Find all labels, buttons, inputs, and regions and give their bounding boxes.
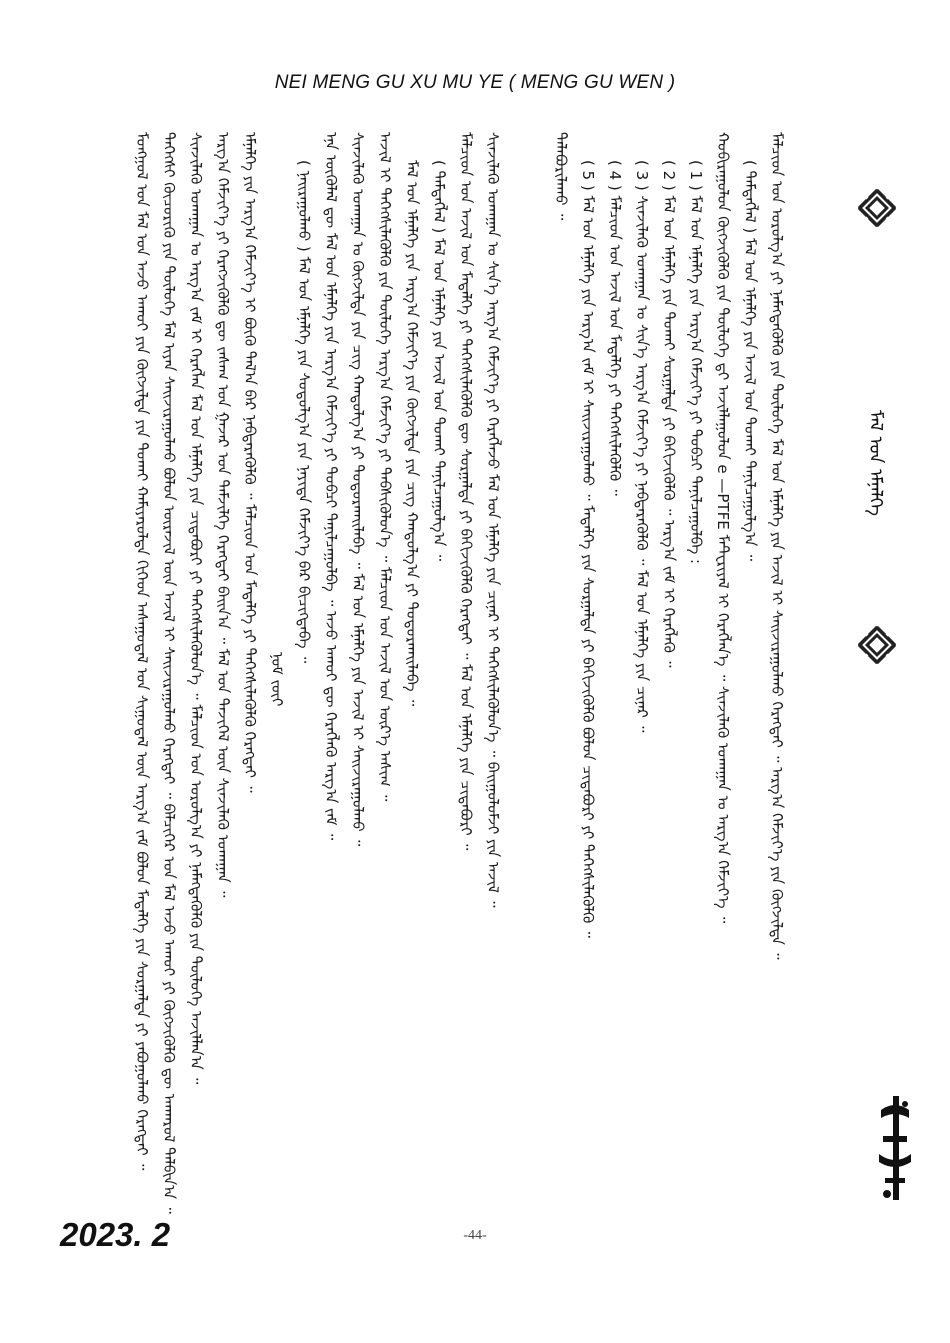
paragraph: ᠰᠢᠨᠵᠢᠯᠡᠬᠦ ᠤᠬᠠᠭᠠᠨ ᠤ ᠰᠢᠨ᠎ᠡ ᠠᠷᠭ᠎ᠠ ᠬᠡᠮᠵᠢᠶ᠎ᠡ ᠶᠢ ᠬᠡᠷᠡᠭᠯᠡᠵᠦ ᠮᠠᠯ ᠤᠨ ᠡᠮᠨᠡᠯᠭᠡ ᠶᠢᠨ ᠴᠢᠨᠠᠷ ᠢ ᠳᠡᠭᠡᠭᠰᠢᠯᠡᠭᠦᠯᠦᠨ᠎ᠡ ᠃ ᠪᠠᠢᠭᠤᠯᠤᠮᠵᠢ ᠶᠢᠨ ᠠᠵᠢᠯ ᠃ [484, 132, 502, 908]
paragraph: ( 1 ) ᠮᠠᠯ ᠤᠨ ᠡᠮᠨᠡᠯᠭᠡ ᠶᠢᠨ ᠠᠷᠭ᠎ᠠ ᠬᠡᠮᠵᠢᠶ᠎ᠡ ᠶᠢ ᠲᠣᠪᠴᠢ ᠲᠠᠨᠢᠯᠴᠠᠭᠤᠯᠪᠠ : [687, 160, 705, 565]
paragraph: ᠰᠢᠨᠵᠢᠯᠡᠬᠦ ᠤᠬᠠᠭᠠᠨ ᠤ ᠬᠥᠭᠵᠢᠯᠲᠡ ᠶᠢᠨ ᠴᠢᠭ ᠬᠠᠨᠳᠤᠯᠭ᠎ᠠ ᠶᠢ ᠲᠣᠳᠣᠷᠬᠠᠢᠯᠠᠪᠠ ᠃ ᠮᠠᠯ ᠤᠨ ᠡᠮᠨᠡᠯᠭᠡ ᠶᠢᠨ ᠠᠵᠢᠯ ᠢ ᠰᠠᠢᠵᠢᠷᠠᠭᠤᠯᠬᠤ ᠃ [349, 132, 367, 847]
left-text-column [128, 132, 533, 1227]
journal-logo-icon [875, 1090, 915, 1210]
paragraph: ᠨᠣᠮ ᠵᠦᠢ [268, 652, 286, 707]
margin-strip [812, 60, 922, 1200]
paragraph: ᠳᠡᠭᠡᠭᠰᠢ ᠬᠦᠴᠦᠷᠢᠬᠦ ᠶᠢᠨ ᠲᠥᠯᠥᠭᠡ ᠮᠠᠯ ᠢᠶᠠᠨ ᠰᠠᠢᠵᠢᠷᠠᠭᠤᠯᠬᠤ ᠪᠣᠯᠤᠨ ᠦᠷᠡᠵᠢᠯ ᠦᠨ ᠠᠵᠢᠯ ᠢ ᠰᠠᠢᠵᠢᠷᠠᠭᠤᠯᠬᠤ ᠬᠡᠷᠡᠭᠲᠡᠢ ᠃ ᠪᠡᠯᠴᠢᠭᠡᠷ ᠤᠨ ᠮᠠᠯ ᠠᠵᠤ ᠠᠬᠤᠢ ᠶᠢ ᠬᠥᠭᠵᠢᠭᠦᠯᠬᠦ ᠳᠦ ᠠᠨᠬᠠᠷᠤᠯ ᠲᠠᠯᠪᠢᠨ᠎ᠠ ᠃ [160, 132, 178, 1214]
paragraph: ( 2 ) ᠮᠠᠯ ᠤᠨ ᠡᠮᠨᠡᠯᠭᠡ ᠶᠢᠨ ᠲᠤᠬᠠᠢ ᠰᠤᠷᠭᠠᠯᠲᠠ ᠶᠢ ᠪᠡᠬᠢᠵᠢᠭᠦᠯᠬᠦ ᠃ ᠠᠷᠭ᠎ᠠ ᠵᠠᠮ ᠢ ᠬᠡᠷᠡᠭᠯᠡᠬᠦ ᠃ [660, 160, 678, 668]
issue-year: 2023. 2 [60, 1216, 171, 1253]
paragraph: ( ᠨᠠᠢᠷᠠᠭᠤᠯᠬᠤ ) ᠮᠠᠯ ᠤᠨ ᠡᠮᠨᠡᠯᠭᠡ ᠶᠢᠨ ᠰᠤᠳᠤᠯᠭ᠎ᠠ ᠶᠢᠨ ᠨᠡᠶᠢᠲᠡ ᠬᠡᠮᠵᠢᠶ᠎ᠡ ᠪᠡᠷ ᠪᠢᠴᠢᠭᠳᠡᠪᠡ ᠃ [295, 160, 313, 664]
paragraph: ( 4 ) ᠮᠠᠯᠴᠢᠳ ᠤᠨ ᠠᠵᠢᠯ ᠤᠨ ᠮᠡᠳᠡᠯᠭᠡ ᠶᠢ ᠳᠡᠭᠡᠭᠰᠢᠯᠡᠭᠦᠯᠬᠦ ᠃ [606, 160, 624, 496]
paragraph: ᠬᠤᠪᠢᠷᠠᠭᠤᠯᠤᠨ ᠬᠥᠭᠵᠢᠭᠦᠯᠬᠦ ᠶᠢᠨ ᠲᠥᠯᠥᠭᠡ ᠳ᠋ᠢ ᠠᠵᠢᠯᠯᠠᠭᠤᠯᠤᠨ e —PTFE ᠮᠠᠲ᠋ᠸᠷᠢᠶᠠᠯ ᠢ ᠬᠡᠷᠡᠭᠯᠡᠨ᠎ᠡ ᠃ ᠰᠢᠨᠵᠢᠯᠡᠬᠦ ᠤᠬᠠᠭᠠᠨ ᠤ ᠠᠷᠭ᠎ᠠ ᠬᠡᠮᠵᠢᠶ᠎ᠡ ᠃ [714, 132, 732, 924]
paragraph: ᠮᠠᠯᠴᠢᠳ ᠤᠨ ᠣᠷᠣᠯᠭ᠎ᠠ ᠶᠢ ᠨᠡᠮᠡᠭᠳᠡᠭᠦᠯᠬᠦ ᠶᠢᠨ ᠲᠥᠯᠥᠭᠡ ᠮᠠᠯ ᠤᠨ ᠡᠮᠨᠡᠯᠭᠡ ᠶᠢᠨ ᠠᠵᠢᠯ ᠢ ᠰᠠᠢᠵᠢᠷᠠᠭᠤᠯᠬᠤ ᠬᠡᠷᠡᠭᠲᠡᠢ ᠃ ᠠᠷᠭ᠎ᠠ ᠬᠡᠮᠵᠢᠶ᠎ᠡ ᠶᠢᠨ ᠬᠥᠭᠵᠢᠯᠲᠡ ᠃ [768, 132, 786, 960]
paragraph: ( 5 ) ᠮᠠᠯ ᠤᠨ ᠡᠮᠨᠡᠯᠭᠡ ᠶᠢᠨ ᠠᠷᠭ᠎ᠠ ᠵᠠᠮ ᠢ ᠰᠠᠢᠵᠢᠷᠠᠭᠤᠯᠬᠤ ᠃ ᠮᠡᠳᠡᠯᠭᠡ ᠶᠢᠨ ᠰᠤᠷᠭᠠᠯᠲᠠ ᠶᠢ ᠪᠡᠬᠢᠵᠢᠭᠦᠯᠬᠦ ᠪᠣᠯᠤᠨ ᠴᠢᠳᠠᠪᠤᠷᠢ ᠶᠢ ᠳᠡᠭᠡᠭᠰᠢᠯᠡᠭᠦᠯᠬᠦ ᠃ [579, 160, 597, 938]
right-text-column [547, 132, 787, 1227]
paragraph: ᠮᠠᠯ ᠤᠨ ᠡᠮᠨᠡᠯᠭᠡ ᠶᠢᠨ ᠠᠷᠭ᠎ᠠ ᠬᠡᠮᠵᠢᠶ᠎ᠡ ᠶᠢᠨ ᠬᠥᠭᠵᠢᠯᠲᠡ ᠶᠢᠨ ᠴᠢᠭ ᠬᠠᠨᠳᠤᠯᠭ᠎ᠠ ᠶᠢ ᠲᠣᠳᠣᠷᠬᠠᠢᠯᠠᠪᠠ ᠃ [403, 160, 421, 707]
paragraph: ᠡᠮᠨᠡᠯᠭᠡ ᠶᠢᠨ ᠠᠷᠭ᠎ᠠ ᠬᠡᠮᠵᠢᠶ᠎ᠡ ᠢ ᠪᠦᠬᠦ ᠲᠠᠯ᠎ᠠ ᠪᠠᠷ ᠨᠡᠪᠲᠡᠷᠡᠭᠦᠯᠬᠦ ᠃ ᠮᠠᠯᠴᠢᠳ ᠤᠨ ᠮᠡᠳᠡᠯᠭᠡ ᠶᠢ ᠳᠡᠭᠡᠭᠰᠢᠯᠡᠭᠦᠯᠬᠦ ᠬᠡᠷᠡᠭᠲᠡᠢ ᠃ [241, 132, 259, 793]
paragraph: ᠲᠠᠯᠠᠪᠤᠷᠢᠯᠠᠬᠤ ᠃ [552, 132, 570, 221]
paragraph: ᠠᠵᠢᠯ ᠢ ᠳᠡᠭᠡᠭᠰᠢᠯᠡᠭᠦᠯᠬᠦ ᠶᠢᠨ ᠲᠥᠯᠥᠭᠡ ᠠᠷᠭ᠎ᠠ ᠬᠡᠮᠵᠢᠶ᠎ᠡ ᠶᠢ ᠳᠡᠪᠰᠢᠭᠦᠯᠦᠨ᠎ᠡ ᠃ ᠮᠠᠯᠴᠢᠳ ᠤᠨ ᠠᠵᠢᠯ ᠤᠨ ᠦᠷ᠎ᠡ ᠠᠰᠢᠭ ᠃ [376, 132, 394, 802]
paragraph: ᠰᠢᠨᠵᠢᠯᠡᠬᠦ ᠤᠬᠠᠭᠠᠨ ᠤ ᠠᠷᠭ᠎ᠠ ᠵᠠᠮ ᠢ ᠬᠡᠷᠡᠭᠯᠡᠨ ᠮᠠᠯ ᠤᠨ ᠡᠮᠨᠡᠯᠭᠡ ᠶᠢᠨ ᠴᠢᠳᠠᠪᠤᠷᠢ ᠶᠢ ᠳᠡᠭᠡᠭᠰᠢᠯᠡᠭᠦᠯᠦᠨ᠎ᠡ ᠃ ᠮᠠᠯᠴᠢᠳ ᠤᠨ ᠣᠷᠣᠯᠭ᠎ᠠ ᠶᠢ ᠨᠡᠮᠡᠭᠳᠡᠭᠦᠯᠬᠦ ᠶᠢᠨ ᠲᠥᠯᠥᠭᠡ ᠠᠵᠢᠯᠯᠠᠨ᠎ᠠ ᠃ [187, 132, 205, 1085]
paragraph: ( 3 ) ᠰᠢᠨᠵᠢᠯᠡᠬᠦ ᠤᠬᠠᠭᠠᠨ ᠤ ᠰᠢᠨ᠎ᠡ ᠠᠷᠭ᠎ᠠ ᠬᠡᠮᠵᠢᠶ᠎ᠡ ᠶᠢ ᠨᠡᠪᠲᠡᠷᠡᠭᠦᠯᠬᠦ ᠃ ᠮᠠᠯ ᠤᠨ ᠡᠮᠨᠡᠯᠭᠡ ᠶᠢᠨ ᠴᠢᠨᠠᠷ ᠃ [633, 160, 651, 733]
paragraph: ᠮᠠᠯᠴᠢᠳ ᠤᠨ ᠠᠵᠢᠯ ᠤᠨ ᠮᠡᠳᠡᠯᠭᠡ ᠶᠢ ᠳᠡᠭᠡᠭᠰᠢᠯᠡᠭᠦᠯᠬᠦ ᠳᠦ ᠰᠤᠷᠭᠠᠯᠲᠠ ᠶᠢ ᠪᠡᠬᠢᠵᠢᠭᠦᠯᠬᠦ ᠬᠡᠷᠡᠭᠲᠡᠢ ᠃ ᠮᠠᠯ ᠤᠨ ᠡᠮᠨᠡᠯᠭᠡ ᠶᠢᠨ ᠴᠢᠳᠠᠪᠤᠷᠢ ᠃ [457, 132, 475, 851]
endless-knot-icon [855, 186, 899, 230]
page-number: -44- [463, 1228, 487, 1243]
journal-header: NEI MENG GU XU MU YE ( MENG GU WEN ) [274, 72, 676, 93]
paragraph: ᠡᠨᠡ ᠥᠭᠦᠯᠡᠯ ᠳᠦ ᠮᠠᠯ ᠤᠨ ᠡᠮᠨᠡᠯᠭᠡ ᠶᠢᠨ ᠠᠷᠭ᠎ᠠ ᠬᠡᠮᠵᠢᠶ᠎ᠡ ᠶᠢ ᠲᠣᠪᠴᠢ ᠲᠠᠨᠢᠯᠴᠠᠭᠤᠯᠪᠠ ᠃ ᠠᠵᠤ ᠠᠬᠤᠢ ᠳᠦ ᠬᠡᠷᠡᠭᠯᠡᠬᠦ ᠠᠷᠭ᠎ᠠ ᠵᠠᠮ ᠃ [322, 132, 340, 841]
endless-knot-icon [855, 623, 899, 667]
paragraph: ( ᠲᠡᠮᠳᠡᠭᠯᠡᠯ ) ᠮᠠᠯ ᠤᠨ ᠡᠮᠨᠡᠯᠭᠡ ᠶᠢᠨ ᠠᠵᠢᠯ ᠤᠨ ᠲᠤᠬᠠᠢ ᠲᠠᠨᠢᠯᠴᠠᠭᠤᠯᠭ᠎ᠠ ᠃ [741, 160, 759, 561]
paragraph: ᠠᠷᠭ᠎ᠠ ᠬᠡᠮᠵᠢᠶ᠎ᠡ ᠶᠢ ᠬᠡᠷᠡᠭᠵᠢᠭᠦᠯᠬᠦ ᠳᠦ ᠵᠠᠰᠠᠭ ᠤᠨ ᠭᠠᠵᠠᠷ ᠤᠨ ᠳᠡᠮᠵᠢᠯᠭᠡ ᠬᠡᠷᠡᠭᠲᠡᠢ ᠪᠠᠢᠨ᠎ᠠ ᠃ ᠮᠠᠯ ᠤᠨ ᠲᠡᠵᠢᠭᠡᠯ ᠦᠨ ᠰᠢᠨᠵᠢᠯᠡᠬᠦ ᠤᠬᠠᠭᠠᠨ ᠃ [214, 132, 232, 898]
paragraph: ( ᠲᠡᠮᠳᠡᠭᠯᠡᠯ ) ᠮᠠᠯ ᠤᠨ ᠡᠮᠨᠡᠯᠭᠡ ᠶᠢᠨ ᠠᠵᠢᠯ ᠤᠨ ᠲᠤᠬᠠᠢ ᠲᠠᠨᠢᠯᠴᠠᠭᠤᠯᠭ᠎ᠠ ᠃ [430, 160, 448, 561]
margin-section-title: ᠮᠠᠯ ᠤᠨ ᠡᠮᠨᠡᠯᠭᠡ [865, 410, 886, 516]
paragraph: ᠮᠣᠩᠭᠣᠯ ᠤᠨ ᠮᠠᠯ ᠤᠨ ᠠᠵᠤ ᠠᠬᠤᠢ ᠶᠢᠨ ᠬᠥᠭᠵᠢᠯᠲᠡ ᠶᠢᠨ ᠲᠤᠬᠠᠢ ᠬᠠᠮᠢᠶᠠᠷᠤᠯᠲᠠ ᠬᠢᠭᠡᠳ ᠠᠰᠠᠭᠤᠳᠠᠯ ᠤᠨ ᠰᠢᠭᠤᠳᠠᠯ ᠦᠨ ᠠᠷᠭ᠎ᠠ ᠵᠠᠮ ᠪᠣᠯᠤᠨ ᠮᠡᠳᠡᠯᠭᠡ ᠶᠢᠨ ᠰᠤᠷᠭᠠᠯᠲᠠ ᠶᠢ ᠶᠠᠪᠤᠭᠤᠯᠬᠤ ᠬᠡᠷᠡᠭᠲᠡᠢ ᠃ [133, 132, 151, 1171]
